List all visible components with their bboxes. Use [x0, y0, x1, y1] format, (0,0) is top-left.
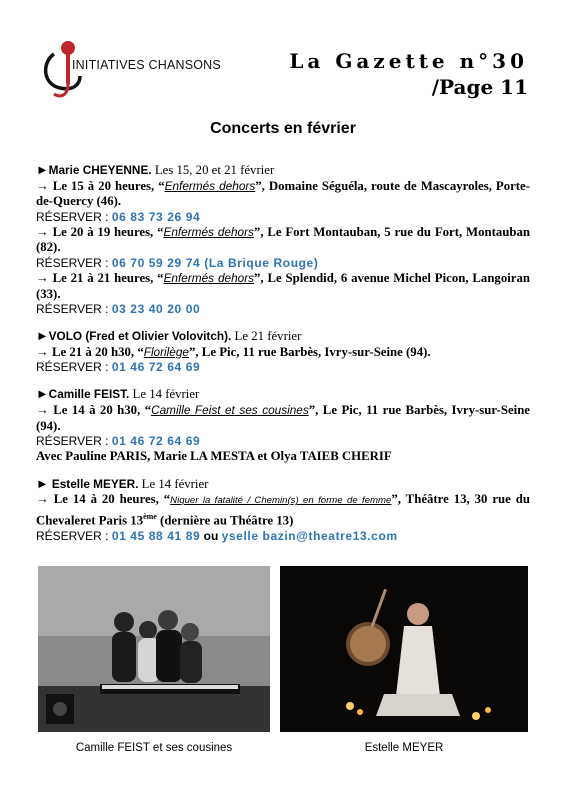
show-line: → Le 20 à 19 heures, “Enfermés dehors”, Le Fort Montauban, 5 rue du Fort, Montauban (82). — [36, 224, 530, 255]
page-number: /Page 11 — [431, 75, 528, 99]
artist-heading: ►VOLO (Fred et Olivier Volovitch). Le 21 février — [36, 329, 302, 344]
reserve-line: RÉSERVER : 06 70 59 29 74 (La Brique Rouge) — [36, 255, 319, 270]
artist-name: VOLO (Fred et Olivier Volovitch). — [48, 329, 232, 344]
reserve-line: RÉSERVER : 06 83 73 26 94 — [36, 209, 201, 224]
show-title[interactable]: Enfermés dehors — [163, 224, 254, 239]
artist-name: Camille FEIST. — [48, 387, 130, 402]
estelle-meyer-photo — [280, 566, 528, 732]
show-line: → Le 21 à 21 heures, “Enfermés dehors”, Le Splendid, 6 avenue Michel Picon, Langoiran (33). — [36, 270, 530, 301]
show-title[interactable]: Niquer la fatalité / Chemin(s) en forme de femme — [170, 495, 392, 507]
gazette-title: La Gazette n°30 — [289, 49, 528, 73]
reserve-line: RÉSERVER : 03 23 40 20 00 — [36, 302, 201, 317]
email-link[interactable]: yselle bazin@theatre13.com — [221, 528, 398, 543]
phone-link[interactable]: 01 46 72 64 69 — [111, 360, 201, 375]
show-title[interactable]: Florilège — [143, 344, 189, 359]
artist-dates: Les 15, 20 et 21 février — [154, 163, 275, 177]
artist-dates: Le 14 février — [132, 387, 200, 402]
logo-text: INITIATIVES CHANSONS — [72, 58, 221, 72]
reserve-line: RÉSERVER : 01 45 88 41 89 ou yselle bazin@theatre13.com — [36, 528, 398, 543]
cast-note: Avec Pauline PARIS, Marie LA MESTA et Olya TAIEB CHERIF — [36, 449, 392, 464]
artist-heading: ► Estelle MEYER. Le 14 février — [36, 476, 209, 491]
photo-caption: Camille FEIST et ses cousines — [75, 742, 233, 754]
artist-dates: Le 14 février — [141, 476, 209, 491]
gazette-header — [289, 48, 528, 100]
show-title[interactable]: Enfermés dehors — [163, 270, 255, 285]
reserve-line: RÉSERVER : 01 46 72 64 69 — [36, 434, 201, 449]
show-title[interactable]: Enfermés dehors — [164, 178, 256, 193]
phone-link[interactable]: 06 70 59 29 74 (La Brique Rouge) — [111, 255, 319, 270]
section-title: Concerts en février — [210, 120, 356, 137]
show-title[interactable]: Camille Feist et ses cousines — [151, 402, 309, 417]
show-line: → Le 21 à 20 h30, “Florilège”, Le Pic, 11 rue Barbès, Ivry-sur-Seine (94). — [36, 344, 431, 359]
artist-heading: ►Camille FEIST. Le 14 février — [36, 387, 200, 402]
reserve-line: RÉSERVER : 01 46 72 64 69 — [36, 360, 201, 375]
show-line: → Le 14 à 20 heures, “Niquer la fatalité / Chemin(s) en forme de femme”, Théâtre 13, 30 rue du Chevaleret Paris 13ème (dernière au Théâtre 13) — [36, 492, 530, 528]
phone-link[interactable]: 01 45 88 41 89 — [111, 528, 201, 543]
phone-link[interactable]: 03 23 40 20 00 — [111, 302, 201, 317]
artist-name: Estelle MEYER. — [51, 476, 139, 491]
artist-heading: ►Marie CHEYENNE. Les 15, 20 et 21 février — [36, 163, 275, 177]
phone-link[interactable]: 01 46 72 64 69 — [111, 434, 201, 449]
phone-link[interactable]: 06 83 73 26 94 — [111, 209, 201, 224]
artist-dates: Le 21 février — [234, 329, 302, 344]
photo-caption: Estelle MEYER — [364, 742, 444, 754]
camille-feist-photo — [38, 566, 270, 732]
show-line: → Le 14 à 20 h30, “Camille Feist et ses cousines”, Le Pic, 11 rue Barbès, Ivry-sur-Seine (94). — [36, 402, 530, 433]
show-line: → Le 15 à 20 heures, “Enfermés dehors”, Domaine Séguéla, route de Mascayroles, Porte-de-Quercy (46). — [36, 178, 530, 209]
artist-name: Marie CHEYENNE. — [48, 163, 152, 177]
concert-list — [36, 156, 530, 544]
